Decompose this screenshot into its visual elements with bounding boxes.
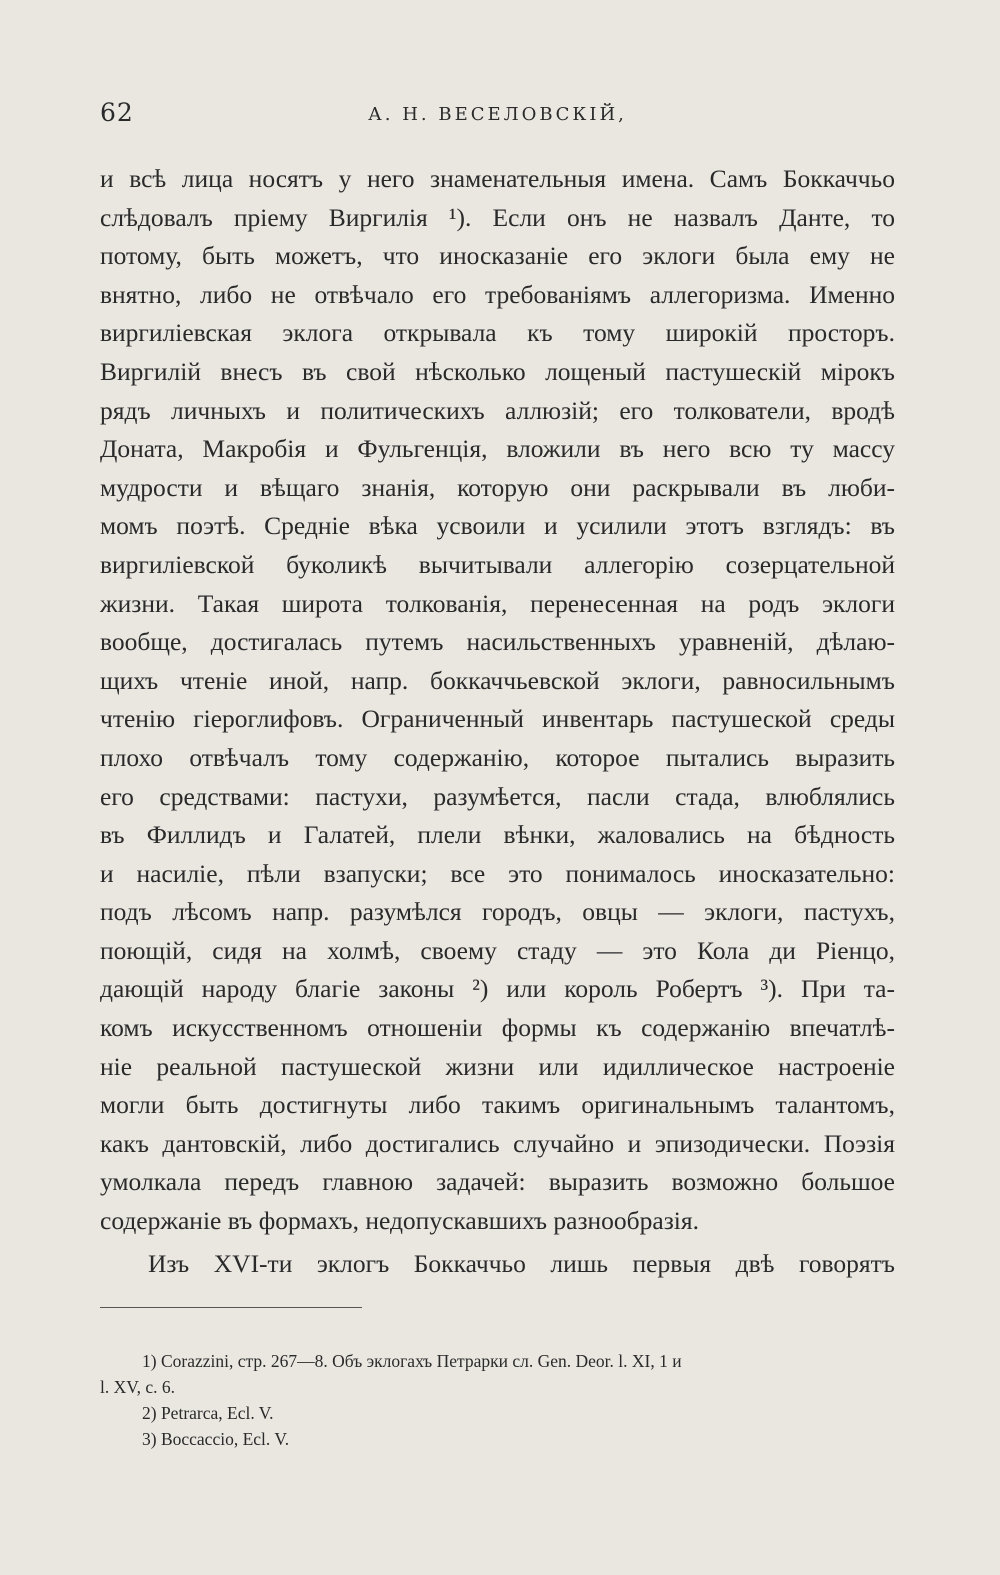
text-line: жизни. Такая широта толкованія, перенесенная на родъ эклоги [100,588,895,618]
text-line: подъ лѣсомъ напр. разумѣлся городъ, овцы — эклоги, пастухъ, [100,897,895,927]
text-line: ніе реальной пастушеской жизни или идиллическое настроеніе [100,1051,895,1081]
text-line: виргиліевская эклога открывала къ тому широкій просторъ. [100,318,895,348]
text-line: какъ дантовскій, либо достигались случайно и эпизодически. Поэзія [100,1128,895,1158]
text-line: слѣдовалъ пріему Виргилія ¹). Если онъ не назвалъ Данте, то [100,202,895,232]
text-line: Изъ XVI-ти эклогъ Боккаччьо лишь первыя двѣ говорятъ [148,1248,895,1278]
text-line: поющій, сидя на холмѣ, своему стаду — это Кола ди Ріенцо, [100,935,895,965]
text-line: Виргилій внесъ въ свой нѣсколько лощеный пастушескій мірокъ [100,356,895,386]
text-line: дающій народу благіе законы ²) или король Робертъ ³). При та- [100,974,895,1004]
text-line: умолкала передъ главною задачей: выразить возможно большое [100,1167,895,1197]
footnote-rule [100,1307,362,1308]
text-line: рядъ личныхъ и политическихъ аллюзій; его толкователи, вродѣ [100,395,895,425]
text-line: мудрости и вѣщаго знанія, которую они раскрывали въ люби- [100,472,895,502]
text-line: комъ искусственномъ отношеніи формы къ содержанію впечатлѣ- [100,1013,895,1043]
footnote-2: 2) Petrarca, Ecl. V. [142,1403,274,1423]
text-line: содержаніе въ формахъ, недопускавшихъ разнообразія. [100,1206,699,1236]
paragraph-2 [100,1245,895,1284]
text-line: могли быть достигнуты либо такимъ оригинальнымъ талантомъ, [100,1090,895,1120]
text-line: и насиліе, пѣли взапуски; все это понималось иносказательно: [100,858,895,888]
page-header [100,98,895,138]
text-line: въ Филлидъ и Галатей, плели вѣнки, жаловались на бѣдность [100,820,895,850]
text-line: Доната, Макробія и Фульгенція, вложили въ него всю ту массу [100,434,895,464]
page-number: 62 [100,98,134,127]
footnotes [100,1348,895,1452]
text-line: вообще, достигалась путемъ насильственныхъ уравненій, дѣлаю- [100,627,895,657]
text-line: виргиліевской буколикѣ вычитывали аллегорію созерцательной [100,549,895,579]
paragraph-1 [100,160,895,1241]
text-line: и всѣ лица носятъ у него знаменательныя имена. Самъ Боккаччьо [100,164,895,193]
running-head: А. Н. ВЕСЕЛОВСКІЙ, [368,104,627,125]
text-line: плохо отвѣчалъ тому содержанію, которое пытались выразить [100,742,895,772]
text-line: внятно, либо не отвѣчало его требованіямъ аллегоризма. Именно [100,279,895,309]
footnote-1: 1) Corazzini, стр. 267—8. Объ эклогахъ Петрарки сл. Gen. Deor. l. XI, 1 и [142,1351,682,1371]
text-line: его средствами: пастухи, разумѣется, пасли стада, влюблялись [100,781,895,811]
text-line: потому, быть можетъ, что иносказаніе его эклоги была ему не [100,241,895,271]
main-text [100,160,895,1283]
text-line: чтенію гіероглифовъ. Ограниченный инвентарь пастушеской среды [100,704,895,734]
footnote-1-continuation: l. XV, c. 6. [100,1377,176,1397]
text-line: момъ поэтѣ. Средніе вѣка усвоили и усилили этотъ взглядъ: въ [100,511,895,541]
footnote-3: 3) Boccaccio, Ecl. V. [142,1429,290,1449]
text-line: щихъ чтеніе иной, напр. боккаччьевской эклоги, равносильнымъ [100,665,895,695]
